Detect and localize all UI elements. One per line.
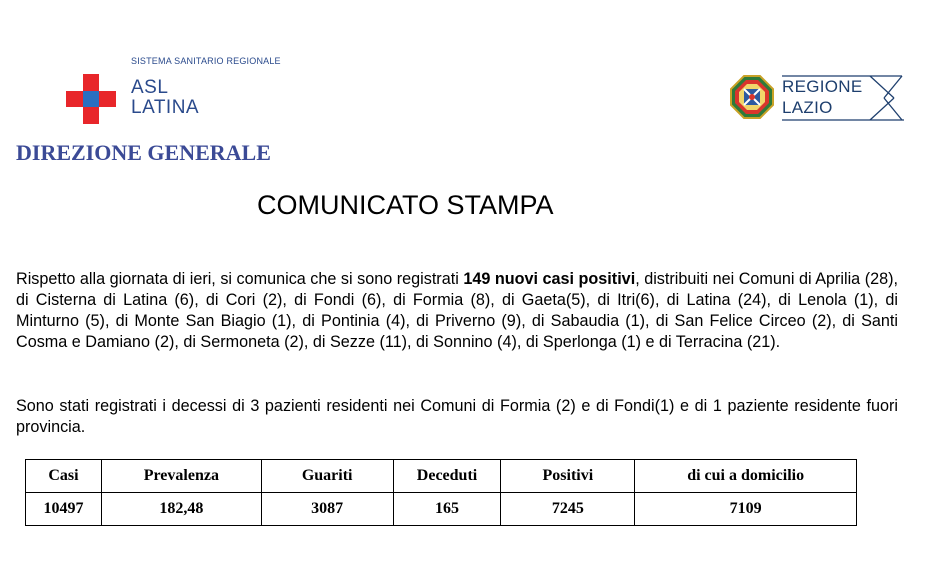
- paragraph-text: Rispetto alla giornata di ieri, si comunica che si sono registrati: [16, 270, 464, 288]
- department-heading: DIREZIONE GENERALE: [16, 140, 271, 165]
- regione-lazio-emblem-icon: [730, 75, 774, 119]
- value-cell-domicilio: 7109: [635, 493, 857, 526]
- regione-lazio-logo: [730, 75, 910, 123]
- statistics-table: [25, 459, 857, 526]
- table-header-row: [26, 460, 857, 493]
- regione-line2: LAZIO: [782, 98, 833, 117]
- value-cell-prevalenza: 182,48: [101, 493, 261, 526]
- table-row: [26, 493, 857, 526]
- asl-subtitle: SISTEMA SANITARIO REGIONALE: [131, 56, 281, 66]
- value-cell-guariti: 3087: [261, 493, 393, 526]
- header-cell-positivi: Positivi: [501, 460, 635, 493]
- header-cell-prevalenza: Prevalenza: [101, 460, 261, 493]
- paragraph-text: , distribuiti nei Comuni di Aprilia (28), di Cisterna di Latina (6), di Cori (2), di Fondi (6), di Formia (8), di Gaeta(5), di Itri(6), di Latina (24), di Lenola (1), di Minturno (5), di Monte San Biagio (1), di Pontinia (4), di Priverno (9), di Sabaudia (1), di San Felice Circeo (2), di Santi Cosma e Damiano (2), di Sermoneta (2), di Sezze (11), di Sonnino (4), di Sperlonga (1) e di Terracina (21).: [16, 270, 898, 351]
- asl-name-line2: LATINA: [131, 97, 200, 118]
- paragraph-deaths: Sono stati registrati i decessi di 3 pazienti residenti nei Comuni di Formia (2) e di Fondi(1) e di 1 paziente residente fuori provincia.: [16, 397, 898, 436]
- cross-icon-center: [83, 91, 99, 107]
- header-cell-deceduti: Deceduti: [393, 460, 501, 493]
- regione-line1: REGIONE: [782, 77, 863, 96]
- value-cell-positivi: 7245: [501, 493, 635, 526]
- value-cell-casi: 10497: [26, 493, 102, 526]
- asl-name-line1: ASL: [131, 77, 169, 98]
- header-cell-casi: Casi: [26, 460, 102, 493]
- paragraph-new-cases: [16, 269, 898, 353]
- asl-latina-logo: [66, 56, 306, 126]
- document-title: COMUNICATO STAMPA: [257, 190, 554, 220]
- header-cell-domicilio: di cui a domicilio: [635, 460, 857, 493]
- header-cell-guariti: Guariti: [261, 460, 393, 493]
- new-cases-highlight: 149 nuovi casi positivi: [463, 270, 636, 288]
- value-cell-deceduti: 165: [393, 493, 501, 526]
